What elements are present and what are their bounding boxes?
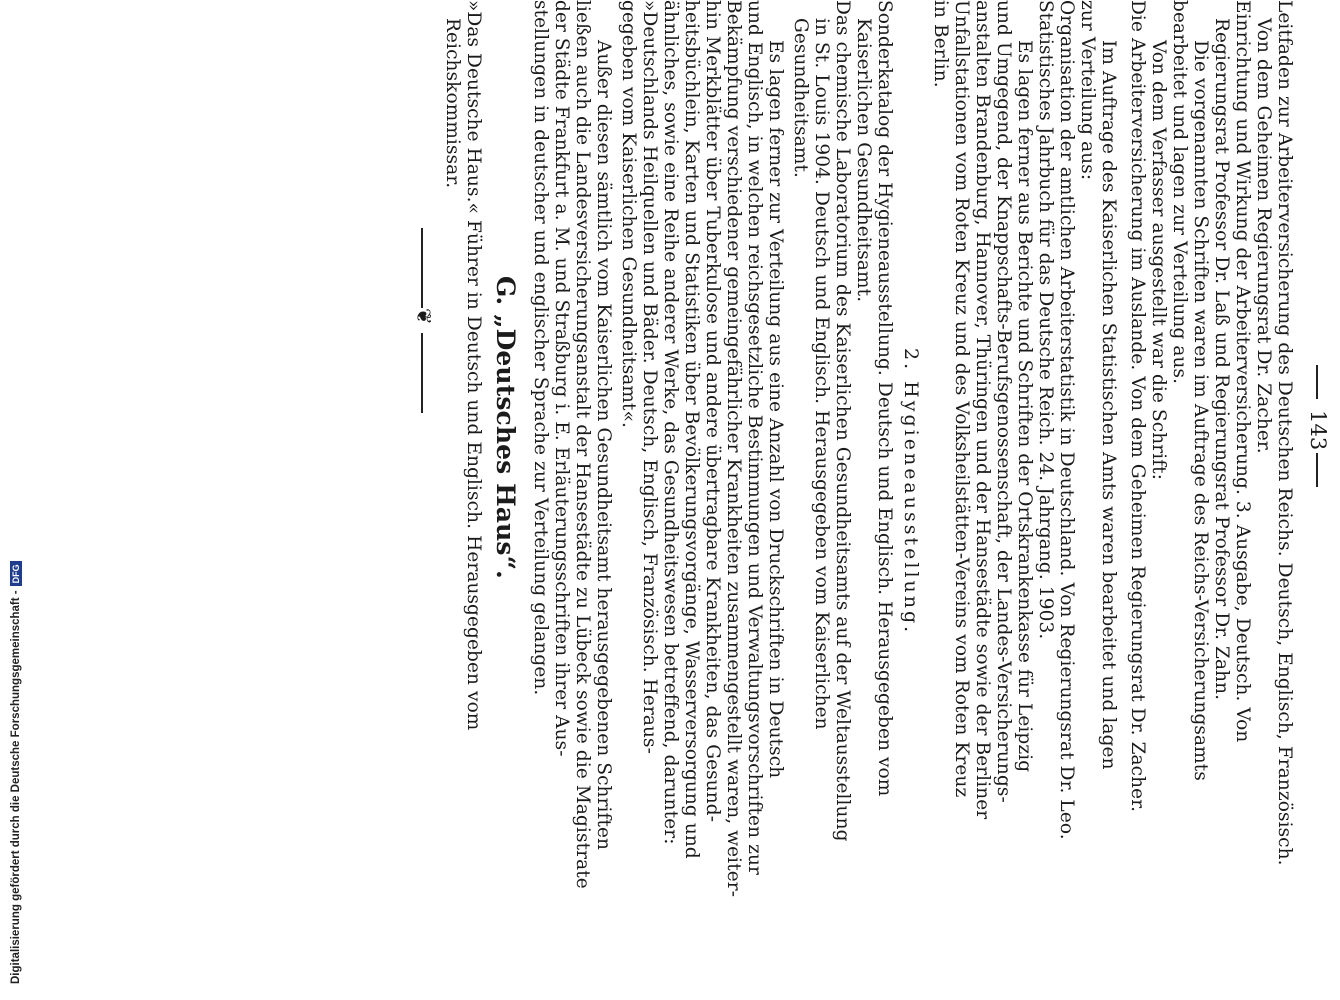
text-line: Es lagen ferner aus Berichte und Schriften der Ortskrankenkasse für Leipzig bbox=[1014, 40, 1035, 773]
dfg-logo-icon: DFG bbox=[10, 561, 22, 586]
text-line: ähnliches, sowie eine Reihe anderer Werke, das Gesundheitswesen betreffend, darunter: bbox=[660, 0, 681, 845]
section-g-title: G. „Deutsches Haus“. bbox=[491, 276, 520, 579]
page-number: 143 bbox=[1306, 410, 1330, 451]
digitization-footer bbox=[8, 6, 24, 996]
end-ornament-rule-right bbox=[422, 333, 424, 413]
text-line: Leitfaden zur Arbeiterversicherung des Deutschen Reichs. Deutsch, Englisch, Französisch. bbox=[1274, 0, 1295, 866]
text-line: ließen auch die Landesversicherungsanstalt der Hansestädte zu Lübeck sowie die Magistrate bbox=[572, 0, 593, 889]
text-line: und Umgegend, der Knappschafts-Berufsgenossenschaft, der Landes-Versicherungs- bbox=[993, 0, 1014, 803]
text-line: in Berlin. bbox=[930, 0, 951, 88]
end-ornament: ❦ bbox=[412, 308, 436, 325]
text-line: gegeben vom Kaiserlichen Gesundheitsamt«. bbox=[618, 0, 639, 428]
text-line: zur Verteilung aus: bbox=[1077, 0, 1098, 181]
text-line: Statistisches Jahrbuch für das Deutsche Reich. 24. Jahrgang. 1903. bbox=[1035, 0, 1056, 640]
text-line: Die Arbeiterversicherung im Auslande. Von dem Geheimen Regierungsrat Dr. Zacher. bbox=[1127, 0, 1148, 813]
text-line: Im Auftrage des Kaiserlichen Statistischen Amts waren bearbeitet und lagen bbox=[1098, 40, 1119, 770]
text-line: »Das Deutsche Haus.« Führer in Deutsch und Englisch. Herausgegeben vom bbox=[463, 0, 484, 731]
text-line: Sonderkatalog der Hygieneausstellung. Deutsch und Englisch. Herausgegeben vom bbox=[874, 0, 895, 797]
text-line: bearbeitet und lagen zur Verteilung aus. bbox=[1169, 0, 1190, 385]
text-line: in St. Louis 1904. Deutsch und Englisch. Herausgegeben vom Kaiserlichen bbox=[811, 18, 832, 730]
text-line: der Städte Frankfurt a. M. und Straßburg i. E. Erläuterungsschriften ihrer Aus- bbox=[551, 0, 572, 757]
text-line: hin Merkblätter über Tuberkulose und andere übertragbare Krankheiten, das Gesund- bbox=[702, 0, 723, 823]
text-line: stellungen in deutscher und englischer Sprache zur Verteilung gelangen. bbox=[530, 0, 551, 696]
text-line: Unfallstationen vom Roten Kreuz und des Volksheilstätten-Vereins vom Roten Kreuz bbox=[951, 0, 972, 798]
text-line: heitsbüchlein, Karten und Statistiken über Bevölkerungsvorgänge, Wasserversorgung und bbox=[681, 0, 702, 859]
text-line: Gesundheitsamt. bbox=[790, 18, 811, 178]
section-2-title: 2. Hygieneausstellung. bbox=[900, 348, 922, 636]
document-page bbox=[340, 0, 1340, 1000]
text-line: und Englisch, in welchen reichsgesetzliche Bestimmungen und Verwaltungsvorschriften zur bbox=[744, 0, 765, 875]
text-line: Die vorgenannten Schriften waren im Auftrage des Reichs-Versicherungsamts bbox=[1190, 40, 1211, 781]
page-number-rule-right bbox=[1316, 453, 1318, 487]
text-line: Von dem Verfasser ausgestellt war die Schrift: bbox=[1148, 40, 1169, 481]
text-line: Das chemische Laboratorium des Kaiserlichen Gesundheitsamts auf der Weltausstellung bbox=[832, 0, 853, 842]
text-line: Einrichtung und Wirkung der Arbeiterversicherung. 3. Ausgabe, Deutsch. Von bbox=[1232, 0, 1253, 743]
text-line: Kaiserlichen Gesundheitsamt. bbox=[853, 18, 874, 303]
text-line: Organisation der amtlichen Arbeiterstatistik in Deutschland. Von Regierungsrat Dr. Leo. bbox=[1056, 0, 1077, 840]
text-line: Bekämpfung verschiedener gemeingefährlicher Krankheiten zusammengestellt waren, weiter- bbox=[723, 0, 744, 898]
text-line: Regierungsrat Professor Dr. Laß und Regierungsrat Professor Dr. Zahn. bbox=[1211, 18, 1232, 701]
text-line: Außer diesen sämtlich vom Kaiserlichen Gesundheitsamt herausgegebenen Schriften bbox=[593, 40, 614, 851]
page-number-rule-left bbox=[1316, 365, 1318, 399]
text-line: Reichskommissar. bbox=[442, 18, 463, 189]
text-line: anstalten Brandenburg, Hannover, Thüringen und der Hansestädte sowie der Berliner bbox=[972, 0, 993, 820]
text-line: »Deutschlands Heilquellen und Bäder. Deutsch, Englisch, Französisch. Heraus- bbox=[639, 0, 660, 754]
text-line: Von dem Geheimen Regierungsrat Dr. Zacher. bbox=[1253, 18, 1274, 454]
end-ornament-rule-left bbox=[422, 228, 424, 308]
footer-text: Digitalisierung gefördert durch die Deutsche Forschungsgemeinschaft - bbox=[10, 590, 22, 984]
text-line: Es lagen ferner zur Verteilung aus eine Anzahl von Druckschriften in Deutsch bbox=[765, 40, 786, 779]
